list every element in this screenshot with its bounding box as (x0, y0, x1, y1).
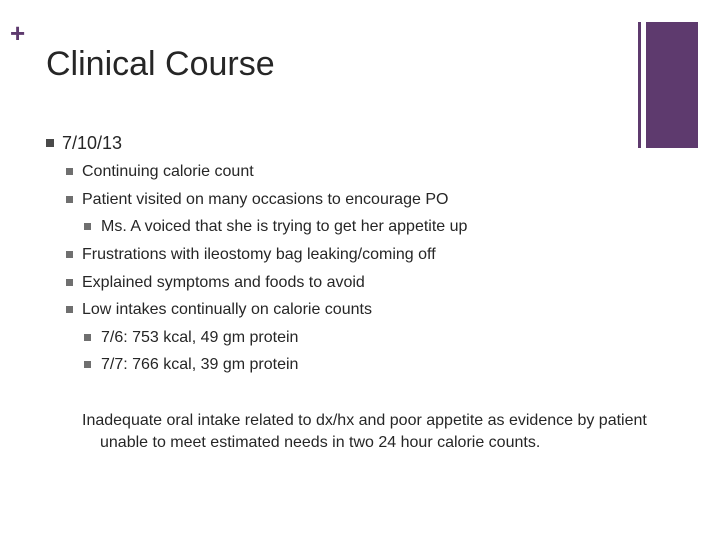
list-item: Low intakes continually on calorie counts (82, 301, 372, 318)
list-item: Ms. A voiced that she is trying to get her appetite up (101, 218, 468, 235)
list-item: 7/7: 766 kcal, 39 gm protein (101, 356, 299, 373)
summary-statement: Inadequate oral intake related to dx/hx and poor appetite as evidence by patient unable to meet estimated needs in two 24 hour calorie counts. (82, 412, 647, 451)
bullet-square-icon (84, 361, 91, 368)
bullet-square-icon (84, 334, 91, 341)
bullet-square-icon (66, 168, 73, 175)
list-item: Explained symptoms and foods to avoid (82, 274, 365, 291)
bullet-square-icon (46, 139, 54, 147)
list-item: Patient visited on many occasions to encourage PO (82, 191, 449, 208)
date-heading: 7/10/13 (62, 133, 123, 153)
list-item: 7/6: 753 kcal, 49 gm protein (101, 329, 299, 346)
list-item: Frustrations with ileostomy bag leaking/coming off (82, 246, 436, 263)
bullet-square-icon (66, 196, 73, 203)
slide-title: Clinical Course (46, 45, 275, 83)
bullet-square-icon (84, 223, 91, 230)
bullet-square-icon (66, 279, 73, 286)
bullet-square-icon (66, 251, 73, 258)
list-item: Continuing calorie count (82, 163, 254, 180)
accent-block (646, 22, 698, 148)
bullet-square-icon (66, 306, 73, 313)
accent-bar-thin (638, 22, 641, 148)
plus-icon: + (10, 18, 26, 48)
